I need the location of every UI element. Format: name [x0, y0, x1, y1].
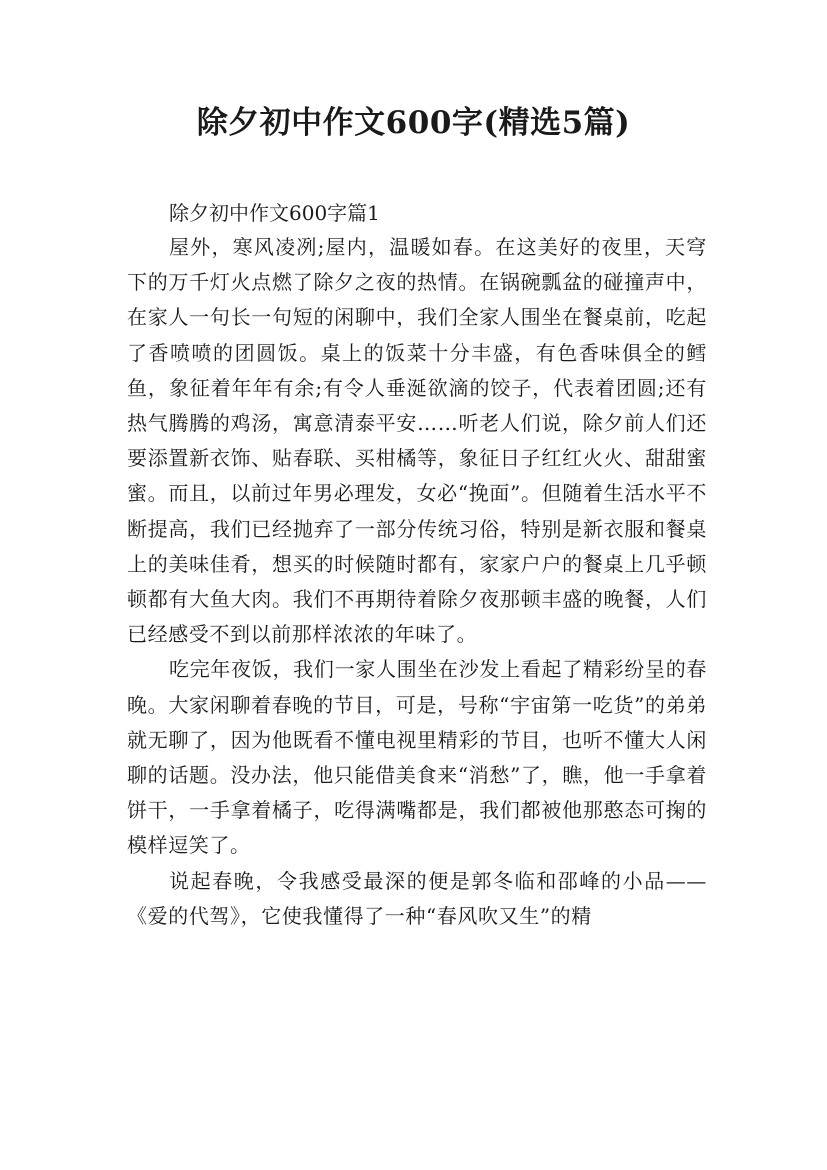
- paragraph: 吃完年夜饭，我们一家人围坐在沙发上看起了精彩纷呈的春晚。大家闲聊着春晚的节目，可是，号称“宇宙第一吃货”的弟弟就无聊了，因为他既看不懂电视里精彩的节目，也听不懂大人闲聊的话题。没办法，他只能借美食来“消愁”了，瞧，他一手拿着饼干，一手拿着橘子，吃得满嘴都是，我们都被他那憨态可掬的模样逗笑了。: [127, 657, 707, 858]
- section-heading: 除夕初中作文600字篇1: [169, 201, 380, 225]
- paragraph: 屋外，寒风凌冽;屋内，温暖如春。在这美好的夜里，天穹下的万千灯火点燃了除夕之夜的热情。在锅碗瓢盆的碰撞声中，在家人一句长一句短的闲聊中，我们全家人围坐在餐桌前，吃起了香喷喷的团圆饭。桌上的饭菜十分丰盛，有色香味俱全的鳕鱼，象征着年年有余;有令人垂涎欲滴的饺子，代表着团圆;还有热气腾腾的鸡汤，寓意清泰平安……听老人们说，除夕前人们还要添置新衣饰、贴春联、买柑橘等，象征日子红红火火、甜甜蜜蜜。而且，以前过年男必理发，女必“挽面”。但随着生活水平不断提高，我们已经抛弃了一部分传统习俗，特别是新衣服和餐桌上的美味佳肴，想买的时候随时都有，家家户户的餐桌上几乎顿顿都有大鱼大肉。我们不再期待着除夕夜那顿丰盛的晚餐，人们已经感受不到以前那样浓浓的年味了。: [127, 235, 707, 647]
- document-body: [127, 196, 707, 934]
- paragraph: 说起春晚，令我感受最深的便是郭冬临和邵峰的小品——《爱的代驾》，它使我懂得了一种“春风吹又生”的精: [127, 868, 707, 928]
- document-title: 除夕初中作文600字(精选5篇): [196, 105, 631, 141]
